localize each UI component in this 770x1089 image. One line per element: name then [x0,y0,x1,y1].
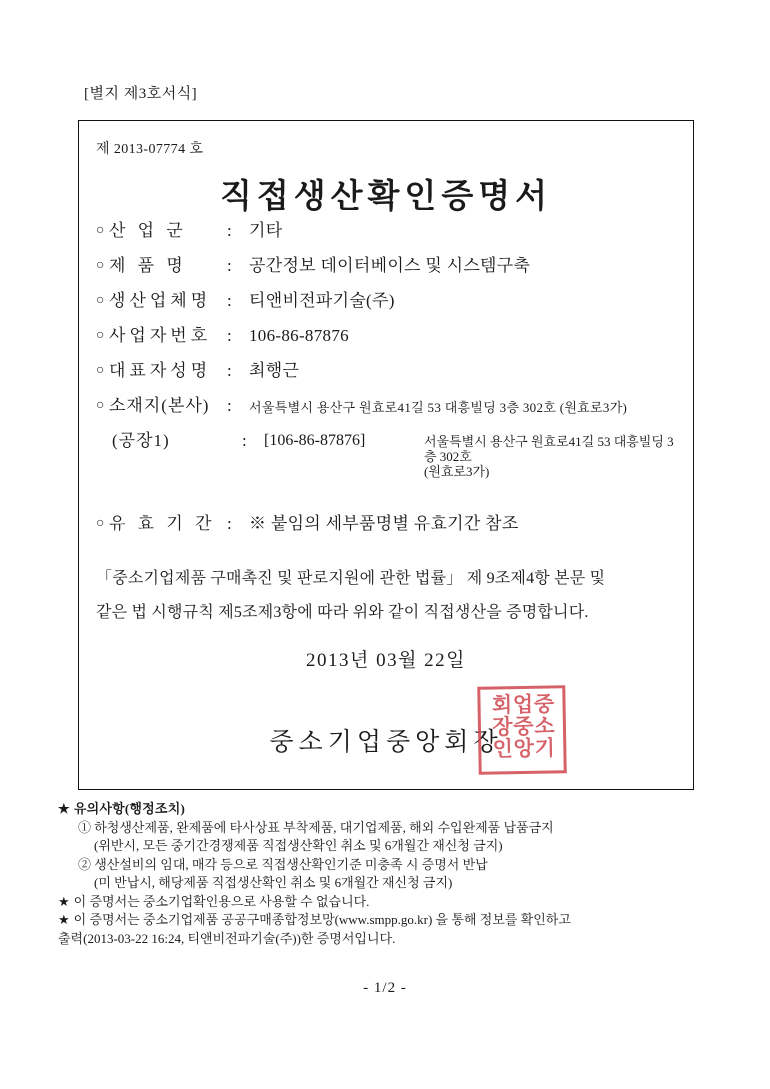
field-value-company: 티앤비전파기술(주) [249,291,395,310]
note-item: ② 생산설비의 임대, 매각 등으로 직접생산확인기준 미충족 시 증명서 반납 [78,856,488,872]
notes-section [58,800,738,948]
field-colon: : [227,326,232,345]
bullet-icon: ○ [96,363,105,378]
field-label-validity: 유 효 기 간 [109,514,216,533]
field-row-address-plant [96,430,686,479]
field-row-representative [96,360,686,382]
legal-line-2: 같은 법 시행규칙 제5조제3항에 따라 위와 같이 직접생산을 증명합니다. [96,604,589,621]
page-number: - 1/2 - [363,980,407,996]
notes-heading-row [58,800,738,819]
field-row-validity [96,513,686,535]
legal-line-1: 「중소기업제품 구매촉진 및 판로지원에 관한 법률」 제 9조제4항 본문 및 [96,570,606,587]
address-plant-line1: 서울특별시 용산구 원효로41길 53 대흥빌딩 3층 302호 [424,434,674,464]
note-star-item-text: 이 증명서는 중소기업확인용으로 사용할 수 없습니다. [73,893,370,909]
field-row-address-head [96,395,686,417]
field-label-company: 생산업체명 [109,291,212,310]
issue-date: 2013년 03월 22일 [305,650,467,671]
official-seal-icon [477,685,567,775]
field-label-address-plant: (공장1) [112,431,170,450]
field-value-validity: ※ 붙임의 세부품명별 유효기간 참조 [249,514,519,533]
field-colon: : [227,514,232,533]
field-colon: : [227,396,232,415]
bullet-icon: ○ [96,293,105,308]
field-value-product: 공간정보 데이터베이스 및 시스템구축 [249,256,531,275]
bullet-icon: ○ [96,398,105,413]
seal-text: 중소기업중앙회장인 [488,692,557,760]
note-star-continuation: 출력(2013-03-22 16:24, 티앤비전파기술(주))한 증명서입니다. [58,930,396,946]
bullet-icon: ○ [96,328,105,343]
issuer-name: 중소기업중앙회장 [269,729,503,756]
field-colon: : [242,431,247,450]
field-row-product [96,255,686,277]
certificate-title: 직접생산확인증명서 [220,179,552,215]
field-colon: : [227,221,232,240]
field-value-address-plant [424,430,686,479]
field-colon: : [227,291,232,310]
field-colon: : [227,256,232,275]
note-item: (위반시, 모든 중기간경쟁제품 직접생산확인 취소 및 6개월간 재신청 금지) [94,838,503,853]
note-star-item [58,911,738,930]
field-label-representative: 대표자성명 [109,361,212,380]
address-plant-line2: (원효로3가) [424,464,490,479]
bullet-icon: ○ [96,258,105,273]
note-star-item-text: 이 증명서는 중소기업제품 공공구매종합정보망(www.smpp.go.kr) 을 통해 정보를 확인하고 [73,912,571,927]
note-item: ① 하청생산제품, 완제품에 타사상표 부착제품, 대기업제품, 해외 수입완제품 납품금지 [78,819,554,835]
field-value-address-head: 서울특별시 용산구 원효로41길 53 대흥빌딩 3층 302호 (원효로3가) [249,400,628,415]
field-row-industry [96,220,686,242]
field-label-address-head: 소재지(본사) [109,396,210,415]
field-list [96,220,686,548]
field-row-company [96,290,686,312]
field-value-representative: 최행근 [249,361,300,380]
field-colon: : [227,361,232,380]
field-value-business-number: 106-86-87876 [249,326,349,345]
form-tag: [별지 제3호서식] [84,86,198,102]
bullet-icon: ○ [96,516,105,531]
document-number: 제 2013-07774 호 [96,142,204,157]
field-value-plant-business-number: [106-86-87876] [264,432,366,449]
field-label-business-number: 사업자번호 [109,326,212,345]
field-label-product: 제 품 명 [109,256,187,275]
note-item: (미 반납시, 해당제품 직접생산확인 취소 및 6개월간 재신청 금지) [94,875,453,890]
field-value-industry: 기타 [249,221,283,240]
field-label-industry: 산 업 군 [109,221,187,240]
star-icon: ★ [58,893,70,909]
star-icon: ★ [58,801,70,816]
field-row-business-number [96,325,686,347]
star-icon: ★ [58,912,70,927]
bullet-icon: ○ [96,223,105,238]
note-star-item [58,893,738,912]
legal-statement [96,562,676,630]
notes-heading: 유의사항(행정조치) [73,801,185,816]
